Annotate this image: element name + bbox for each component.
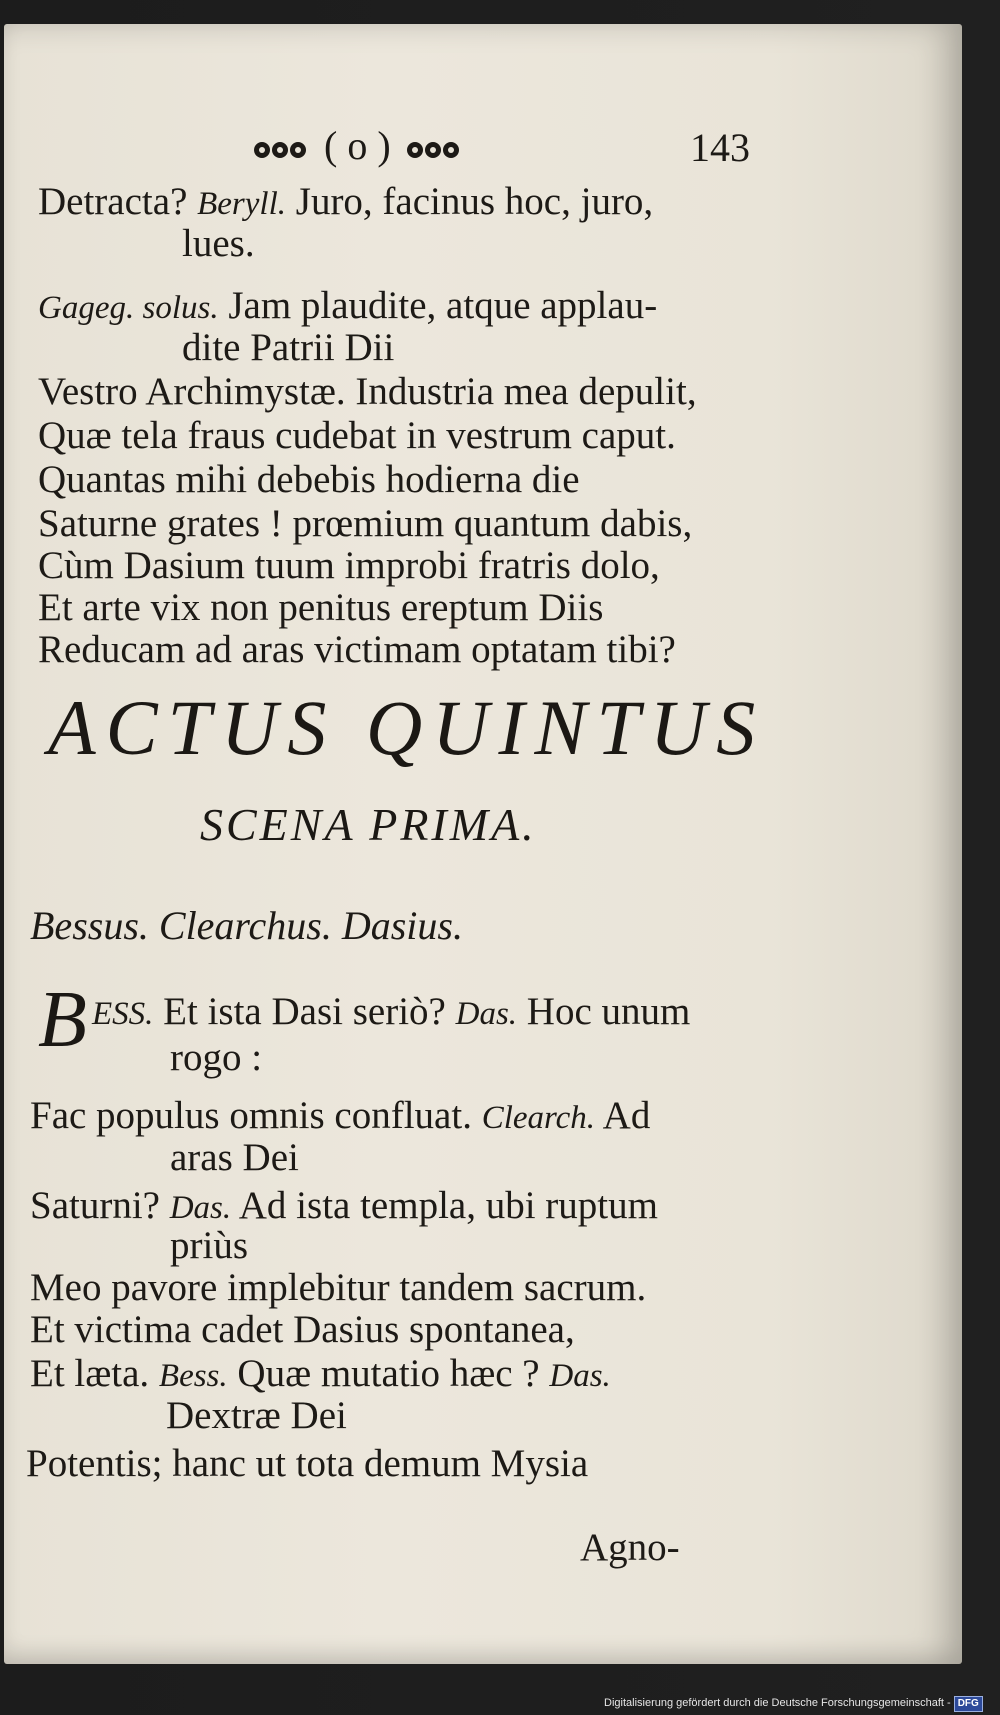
footer-text: Digitalisierung gefördert durch die Deutsche Forschungsgemeinschaft - xyxy=(604,1697,951,1709)
scene-line-1: ESS. Et ista Dasi seriò? Das. Hoc unum xyxy=(92,990,691,1033)
verse-line-8: Saturne grates ! prœmium quantum dabis, xyxy=(38,502,693,545)
scene-line-6: priùs xyxy=(170,1224,248,1267)
running-head-text: ( o ) xyxy=(324,123,391,168)
running-head xyxy=(252,122,463,169)
verse-line-9: Cùm Dasium tuum improbi fratris dolo, xyxy=(38,544,660,587)
page-number: 143 xyxy=(690,125,750,170)
verse-line-2: lues. xyxy=(182,222,255,265)
verse-line-5: Vestro Archimystæ. Industria mea depulit, xyxy=(38,370,697,413)
scene-line-11: Potentis; hanc ut tota demum Mysia xyxy=(26,1442,589,1485)
verse-line-10: Et arte vix non penitus ereptum Diis xyxy=(38,586,604,629)
catchword: Agno- xyxy=(580,1526,680,1569)
ornament-left-icon xyxy=(252,135,314,165)
character-list: Bessus. Clearchus. Dasius. xyxy=(30,903,463,948)
ornament-right-icon xyxy=(401,135,463,165)
verse-line-4: dite Patrii Dii xyxy=(182,326,395,369)
verse-line-3: Gageg. solus. Jam plaudite, atque applau- xyxy=(38,284,658,327)
scene-line-10: Dextræ Dei xyxy=(166,1394,347,1437)
digitization-footer xyxy=(604,1693,994,1713)
scene-line-9: Et læta. Bess. Quæ mutatio hæc ? Das. xyxy=(30,1352,611,1395)
drop-cap: B xyxy=(38,976,87,1064)
scene-line-8: Et victima cadet Dasius spontanea, xyxy=(30,1308,575,1351)
scene-line-5: Saturni? Das. Ad ista templa, ubi ruptum xyxy=(30,1184,658,1227)
verse-line-7: Quantas mihi debebis hodierna die xyxy=(38,458,580,501)
scene-line-2: rogo : xyxy=(170,1036,263,1079)
scene-title: SCENA PRIMA. xyxy=(200,799,537,850)
scene-line-3: Fac populus omnis confluat. Clearch. Ad xyxy=(30,1094,651,1137)
scene-line-7: Meo pavore implebitur tandem sacrum. xyxy=(30,1266,647,1309)
scene-line-4: aras Dei xyxy=(170,1136,299,1179)
verse-line-6: Quæ tela fraus cudebat in vestrum caput. xyxy=(38,414,676,457)
dfg-logo: DFG xyxy=(954,1696,983,1712)
book-page xyxy=(4,24,962,1664)
act-title: ACTUS QUINTUS xyxy=(48,684,766,771)
verse-line-1: Detracta? Beryll. Juro, facinus hoc, juro, xyxy=(38,180,654,223)
verse-line-11: Reducam ad aras victimam optatam tibi? xyxy=(38,628,676,671)
